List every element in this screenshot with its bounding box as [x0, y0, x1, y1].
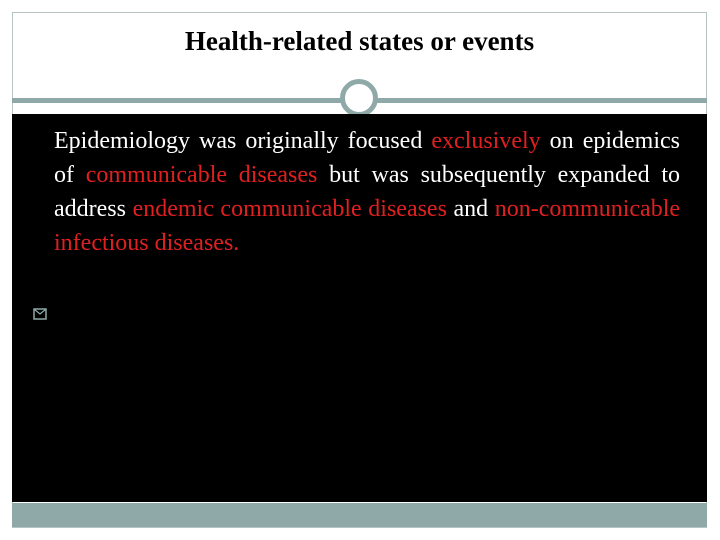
body-paragraph	[54, 124, 680, 260]
text-segment: and	[446, 196, 495, 222]
slide-title: Health-related states or events	[184, 26, 535, 56]
highlighted-text: endemic communicable diseases	[132, 196, 447, 222]
highlighted-text: exclusively	[431, 128, 541, 154]
highlighted-text: communicable diseases	[85, 162, 318, 188]
content-area	[12, 114, 707, 502]
circle-ornament-icon	[340, 79, 378, 117]
footer-bar	[12, 503, 707, 527]
bullet-icon	[32, 306, 48, 322]
text-segment: but was subsequently expanded to address	[54, 162, 681, 222]
text-segment: Epidemiology was originally focused	[54, 128, 432, 154]
highlighted-text: non-communicable infectious diseases.	[54, 196, 681, 256]
text-segment: on epidemics of	[54, 128, 680, 188]
